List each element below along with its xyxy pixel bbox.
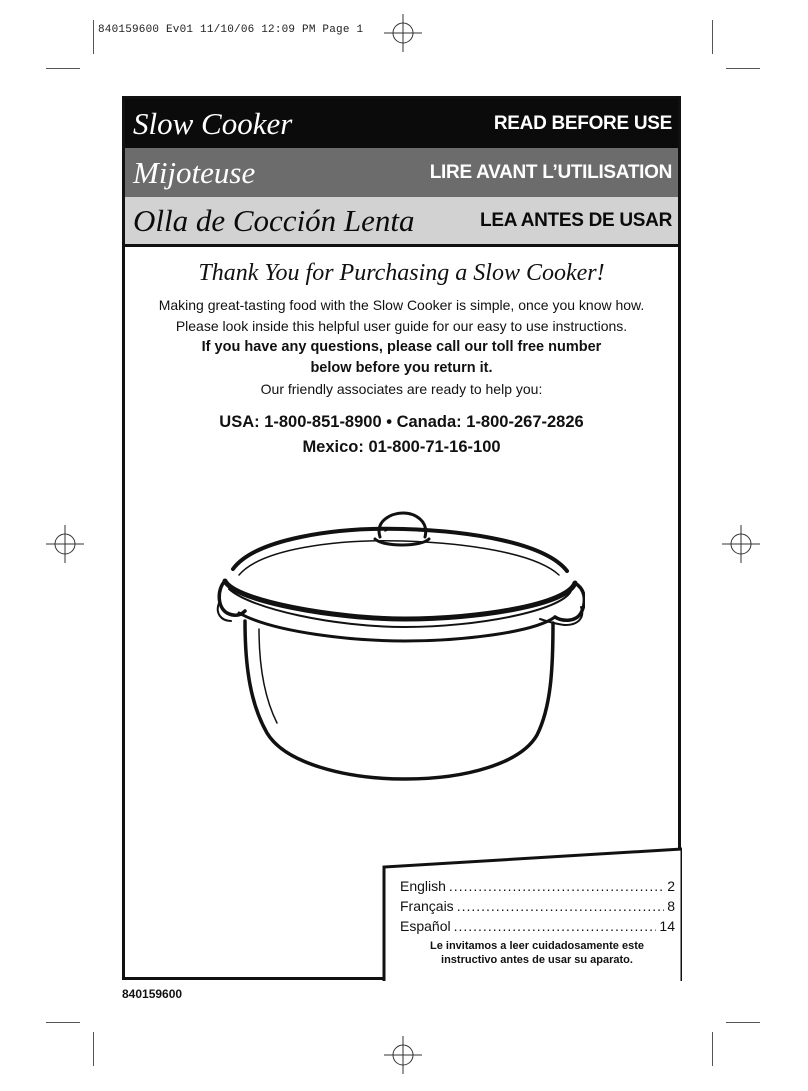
contents-entry-french[interactable] [400, 896, 675, 916]
leader-dots [457, 896, 665, 916]
intro-line: Making great-tasting food with the Slow Cooker is simple, once you know how. [158, 297, 645, 313]
contents-language: Français [400, 898, 454, 914]
contents-entry-spanish[interactable] [400, 916, 675, 936]
contents-language: Español [400, 918, 451, 934]
contents-box [382, 847, 682, 981]
slow-cooker-illustration [215, 509, 585, 789]
product-title-english: Slow Cooker [133, 105, 293, 141]
document-number: 840159600 [122, 987, 183, 1001]
intro-line: Our friendly associates are ready to help you: [260, 381, 543, 397]
phone-mexico: Mexico: 01-800-71-16-100 [302, 438, 501, 456]
header-band-english [125, 99, 678, 148]
intro-section [125, 259, 678, 460]
cover-frame [122, 96, 681, 980]
crop-mark [93, 20, 94, 54]
contents-list [400, 876, 675, 936]
product-title-french: Mijoteuse [133, 154, 256, 190]
intro-line: Please look inside this helpful user guide for our easy to use instructions. [175, 318, 628, 334]
leader-dots [454, 916, 657, 936]
phone-numbers [125, 410, 678, 460]
product-title-spanish: Olla de Cocción Lenta [133, 202, 415, 238]
contents-entry-english[interactable] [400, 876, 675, 896]
registration-mark-icon [384, 1036, 422, 1074]
crop-mark [93, 1032, 94, 1066]
header-band-spanish [125, 197, 678, 247]
registration-mark-icon [46, 525, 84, 563]
contents-page: 8 [667, 898, 675, 914]
print-slug: 840159600 Ev01 11/10/06 12:09 PM Page 1 [98, 24, 364, 36]
spanish-note-line: Le invitamos a leer cuidadosamente este [430, 940, 644, 952]
contents-page: 2 [667, 878, 675, 894]
spanish-note [396, 939, 678, 967]
crop-mark [726, 1022, 760, 1023]
crop-mark [712, 20, 713, 54]
read-before-use-english: READ BEFORE USE [493, 112, 672, 134]
crop-mark [726, 68, 760, 69]
registration-mark-icon [384, 14, 422, 52]
contents-page: 14 [659, 918, 675, 934]
crop-mark [46, 68, 80, 69]
registration-mark-icon [722, 525, 760, 563]
read-before-use-spanish: LEA ANTES DE USAR [480, 209, 672, 231]
spanish-note-line: instructivo antes de usar su aparato. [441, 954, 633, 966]
crop-mark [46, 1022, 80, 1023]
read-before-use-french: LIRE AVANT L’UTILISATION [429, 161, 672, 183]
leader-dots [449, 876, 664, 896]
intro-bold-line: If you have any questions, please call our toll free number [201, 339, 602, 355]
header-band-french [125, 148, 678, 197]
crop-mark [712, 1032, 713, 1066]
intro-bold-line: below before you return it. [310, 360, 493, 376]
thank-you-heading: Thank You for Purchasing a Slow Cooker! [198, 260, 605, 286]
contents-language: English [400, 878, 446, 894]
phone-usa-canada: USA: 1-800-851-8900 • Canada: 1-800-267-2826 [219, 413, 584, 431]
